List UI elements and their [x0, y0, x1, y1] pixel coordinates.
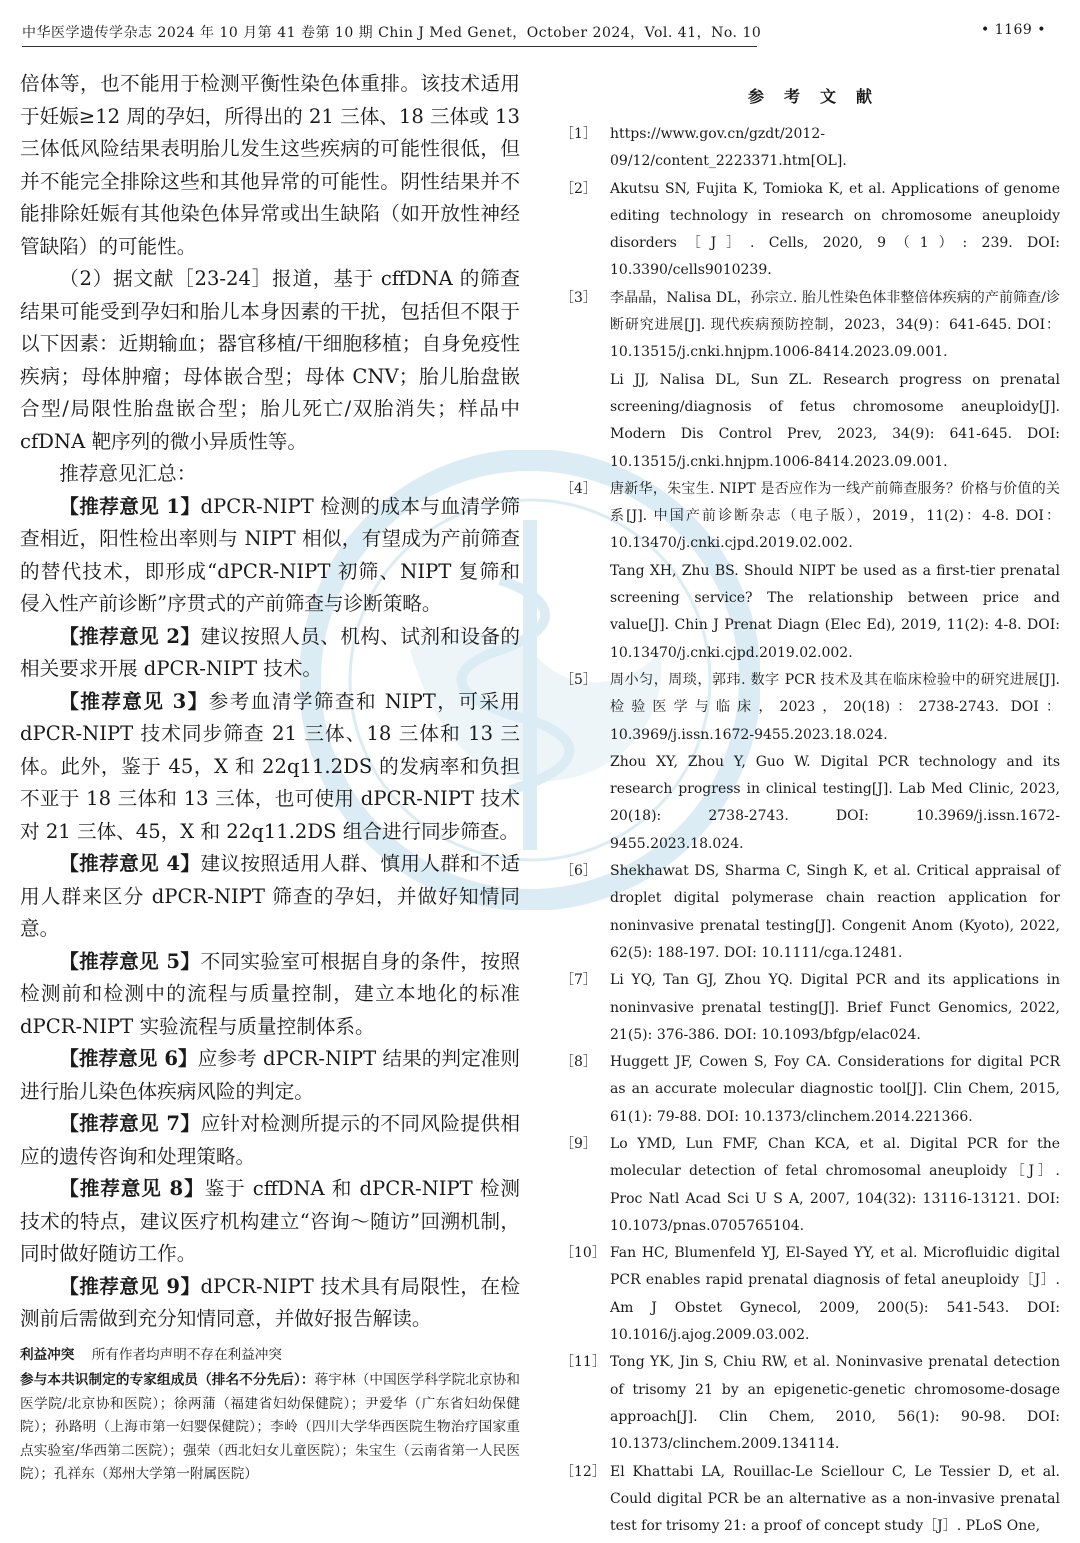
reference-item	[560, 1349, 1060, 1458]
recommendation-label: 【推荐意见 8】	[59, 1177, 205, 1200]
header-rule	[22, 46, 757, 47]
reference-text: 周小匀，周琰，郭玮. 数字 PCR 技术及其在临床检验中的研究进展[J]. 检验医学与临床，2023，20(18)：2738-2743. DOI：10.3969/j.issn.1672-9455.2023.18.024.	[610, 671, 1060, 743]
expert-panel	[20, 1369, 520, 1487]
recommendation-label: 【推荐意见 4】	[59, 852, 201, 875]
conflict-of-interest	[20, 1344, 520, 1368]
reference-text: Li JJ, Nalisa DL, Sun ZL. Research progress on prenatal screening/diagnosis of fetus chromosome aneuploidy[J]. Modern Dis Control Prev, 2023, 34(9): 641-645. DOI: 10.13515/j.cnki.hnjpm.1006-8414.2023.09.001.	[610, 371, 1060, 470]
recommendation-text: dPCR-NIPT 检测的成本与血清学筛查相近，阳性检出率则与 NIPT 相似，有望成为产前筛查的替代技术，即形成“dPCR-NIPT 初筛、NIPT 复筛和侵入性产前诊断”序贯式的产前筛查与诊断策略。	[20, 494, 520, 615]
reference-item	[560, 858, 1060, 967]
recommendation-5	[20, 946, 520, 1044]
recommendation-text: 应针对检测所提示的不同风险提供相应的遗传咨询和处理策略。	[20, 1112, 520, 1168]
recommendation-label: 【推荐意见 6】	[59, 1047, 198, 1070]
references-column	[560, 84, 1060, 1540]
reference-text: Tong YK, Jin S, Chiu RW, et al. Noninvasive prenatal detection of trisomy 21 by an epigenetic-genetic chromosome-dosage approach[J]. Clin Chem, 2010, 56(1): 90-98. DOI: 10.1373/clinchem.2009.134114.	[610, 1354, 1060, 1453]
page-number: • 1169 •	[980, 22, 1046, 38]
reference-text: 唐新华，朱宝生. NIPT 是否应作为一线产前筛查服务？价格与价值的关系[J]. 中国产前诊断杂志（电子版），2019，11(2)：4-8. DOI：10.13470/j.cnki.cjpd.2019.02.002.	[610, 480, 1060, 552]
reference-number: ［9］	[560, 1135, 597, 1152]
reference-number: ［8］	[560, 1054, 597, 1071]
reference-text: https://www.gov.cn/gzdt/2012-09/12/content_2223371.htm[OL].	[610, 126, 847, 170]
recommendation-2	[20, 621, 520, 686]
recommendation-text: 不同实验室可根据自身的条件，按照检测前和检测中的流程与质量控制，建立本地化的标准 dPCR-NIPT 实验流程与质量控制体系。	[20, 949, 520, 1038]
recommendation-label: 【推荐意见 7】	[59, 1112, 201, 1135]
reference-item	[560, 1459, 1060, 1541]
reference-text: Huggett JF, Cowen S, Foy CA. Considerations for digital PCR as an accurate molecular diagnostic tool[J]. Clin Chem, 2015, 61(1): 79-88. DOI: 10.1373/clinchem.2014.221366.	[610, 1054, 1060, 1125]
reference-text: Fan HC, Blumenfeld YJ, El-Sayed YY, et al. Microfluidic digital PCR enables rapid prenatal diagnosis of fetal aneuploidy［J］. Am J Obstet Gynecol, 2009, 200(5): 541-543. DOI: 10.1016/j.ajog.2009.03.002.	[610, 1245, 1060, 1344]
recommendation-3	[20, 686, 520, 849]
recommendation-label: 【推荐意见 1】	[59, 494, 201, 518]
recommendation-4	[20, 848, 520, 946]
reference-item	[560, 285, 1060, 476]
reference-text: Lo YMD, Lun FMF, Chan KCA, et al. Digital PCR for the molecular detection of fetal chromosomal aneuploidy［J］. Proc Natl Acad Sci U S A, 2007, 104(32): 13116-13121. DOI: 10.1073/pnas.0705765104.	[610, 1135, 1060, 1234]
body-paragraph-1: 倍体等，也不能用于检测平衡性染色体重排。该技术适用于妊娠≥12 周的孕妇，所得出的 21 三体、18 三体或 13 三体低风险结果表明胎儿发生这些疾病的可能性很低，但并不能完全排除这些和其他异常的可能性。阴性结果并不能排除妊娠有其他染色体异常或出生缺陷（如开放性神经管缺陷）的可能性。	[20, 72, 520, 258]
recommendation-6	[20, 1043, 520, 1108]
reference-number: ［1］	[560, 126, 597, 142]
reference-item	[560, 176, 1060, 285]
recommendation-text: 建议按照适用人群、慎用人群和不适用人群来区分 dPCR-NIPT 筛查的孕妇，并做好知情同意。	[20, 852, 520, 940]
reference-number: ［3］	[560, 289, 597, 306]
reference-number: ［5］	[560, 671, 597, 688]
recommendation-text: dPCR-NIPT 技术具有局限性，在检测前后需做到充分知情同意，并做好报告解读。	[20, 1274, 520, 1330]
recommendation-label: 【推荐意见 2】	[59, 624, 201, 648]
recommendation-8	[20, 1173, 520, 1271]
running-header	[22, 18, 1058, 48]
reference-text: Shekhawat DS, Sharma C, Singh K, et al. Critical appraisal of droplet digital polymerase chain reaction application for noninvasive prenatal testing[J]. Congenit Anom (Kyoto), 2022, 62(5): 188-197. DOI: 10.1111/cga.12481.	[610, 863, 1060, 961]
reference-item	[560, 1240, 1060, 1349]
reference-number: ［11］	[560, 1354, 606, 1371]
recommendation-1	[20, 491, 520, 621]
reference-item	[560, 967, 1060, 1049]
body-paragraph-2: （2）据文献［23-24］报道，基于 cffDNA 的筛查结果可能受到孕妇和胎儿本身因素的干扰，包括但不限于以下因素：近期输血；器官移植/干细胞移植；自身免疫性疾病；母体肿瘤；母体嵌合型；母体 CNV；胎儿胎盘嵌合型/局限性胎盘嵌合型；胎儿死亡/双胎消失；样品中 cfDNA 靶序列的微小异质性等。	[20, 267, 520, 453]
reference-text: Zhou XY, Zhou Y, Guo W. Digital PCR technology and its research progress in clinical testing[J]. Lab Med Clinic, 2023, 20(18): 2738-2743. DOI: 10.3969/j.issn.1672-9455.2023.18.024.	[610, 753, 1060, 852]
recommendation-7	[20, 1108, 520, 1173]
recommendation-text: 参考血清学筛查和 NIPT，可采用 dPCR-NIPT 技术同步筛查 21 三体、18 三体和 13 三体。此外，鉴于 45，X 和 22q11.2DS 的发病率和负担不亚于 18 三体和 13 三体，也可使用 dPCR-NIPT 技术对 21 三体、45，X 和 22q11.2DS 组合进行同步筛查。	[20, 689, 520, 843]
recommendation-text: 建议按照人员、机构、试剂和设备的相关要求开展 dPCR-NIPT 技术。	[20, 624, 520, 680]
conflict-label: 利益冲突	[20, 1346, 75, 1363]
reference-text: El Khattabi LA, Rouillac-Le Sciellour C, Le Tessier D, et al. Could digital PCR be an alternative as a non-invasive prenatal test for trisomy 21: a proof of concept study［J］. PLoS One,	[610, 1463, 1060, 1535]
reference-item	[560, 667, 1060, 858]
reference-text: Akutsu SN, Fujita K, Tomioka K, et al. Applications of genome editing technology in research on chromosome aneuploidy disorders［J］. Cells, 2020, 9（1）: 239. DOI: 10.3390/cells9010239.	[610, 180, 1060, 279]
reference-text: 李晶晶，Nalisa DL，孙宗立. 胎儿性染色体非整倍体疾病的产前筛查/诊断研究进展[J]. 现代疾病预防控制，2023，34(9)：641-645. DOI：10.13515/j.cnki.hnjpm.1006-8414.2023.09.001.	[610, 289, 1060, 361]
recommendation-text: 鉴于 cffDNA 和 dPCR-NIPT 检测技术的特点，建议医疗机构建立“咨询～随访”回溯机制，同时做好随访工作。	[20, 1177, 520, 1265]
reference-item	[560, 121, 1060, 176]
reference-item	[560, 476, 1060, 667]
recommendation-summary-heading: 推荐意见汇总：	[59, 462, 197, 485]
reference-item	[560, 1049, 1060, 1131]
reference-number: ［10］	[560, 1245, 606, 1262]
references-title: 参考文献	[747, 87, 892, 106]
expert-panel-members: 蒋宇林（中国医学科学院北京协和医学院/北京协和医院）；徐两蒲（福建省妇幼保健院）；尹爱华（广东省妇幼保健院）；孙路明（上海市第一妇婴保健院）；李岭（四川大学华西医院生物治疗国家重点实验室/华西第二医院）；强荣（西北妇女儿童医院）；朱宝生（云南省第一人民医院）；孔祥东（郑州大学第一附属医院）	[20, 1372, 521, 1482]
recommendation-text: 应参考 dPCR-NIPT 结果的判定准则进行胎儿染色体疾病风险的判定。	[20, 1047, 520, 1103]
recommendation-9	[20, 1271, 520, 1336]
recommendation-label: 【推荐意见 5】	[59, 949, 201, 973]
reference-text: Tang XH, Zhu BS. Should NIPT be used as a first-tier prenatal screening service? The relationship between price and value[J]. Chin J Prenat Diagn (Elec Ed), 2019, 11(2): 4-8. DOI: 10.13470/j.cnki.cjpd.2019.02.002.	[610, 562, 1060, 661]
recommendation-label: 【推荐意见 3】	[59, 689, 209, 713]
conflict-text: 所有作者均声明不存在利益冲突	[91, 1346, 282, 1363]
reference-number: ［2］	[560, 180, 597, 197]
reference-list	[560, 121, 1060, 1540]
reference-text: Li YQ, Tan GJ, Zhou YQ. Digital PCR and its applications in noninvasive prenatal testing[J]. Brief Funct Genomics, 2022, 21(5): 376-386. DOI: 10.1093/bfgp/elac024.	[610, 972, 1060, 1043]
reference-item	[560, 1131, 1060, 1240]
reference-number: ［6］	[560, 863, 597, 880]
left-column	[20, 68, 520, 1487]
reference-number: ［4］	[560, 480, 597, 497]
reference-number: ［12］	[560, 1463, 606, 1480]
expert-panel-label: 参与本共识制定的专家组成员（排名不分先后）：	[20, 1372, 315, 1388]
journal-citation-header: 中华医学遗传学杂志 2024 年 10 月第 41 卷第 10 期 Chin J Med Genet，October 2024，Vol. 41，No. 10	[22, 25, 762, 41]
recommendation-label: 【推荐意见 9】	[59, 1274, 201, 1298]
reference-number: ［7］	[560, 972, 597, 989]
